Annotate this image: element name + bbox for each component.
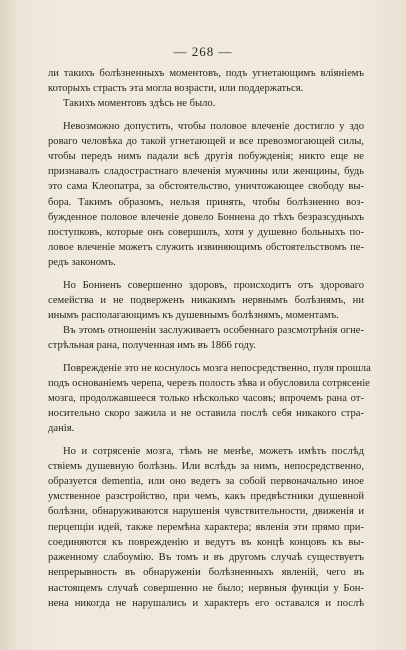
paragraph-gap: [48, 354, 364, 361]
page-body-text: [48, 66, 371, 611]
text-line: Но и сотрясеніе мозга, тѣмъ не менѣе, можетъ имѣть послѣд: [63, 445, 364, 457]
text-line: мозга, продолжавшееся только нѣсколько часовъ; впрочемъ рана от-: [48, 393, 364, 405]
paragraph-gap: [48, 271, 364, 278]
text-line: подъ основаніемъ черепа, черезъ полость зѣва и обусловила сотрясеніе: [48, 377, 370, 389]
text-line: признавалъ сладострастнаго влеченія мужчины или женщины, будь: [48, 166, 364, 178]
text-line: ловое влеченіе можетъ служить извиняющимъ обстоятельствомъ пе-: [48, 242, 364, 254]
text-line: нена никогда не нарушались и характеръ его оставался и послѣ: [48, 597, 364, 609]
text-line: данія.: [48, 423, 75, 435]
text-line: непрерывность въ обнаруженіи болѣзненныхъ явленій, чего въ: [48, 567, 364, 579]
text-line: семейства и не подверженъ никакимъ нервнымъ болѣзнямъ, ни: [48, 294, 364, 306]
text-line: Но Бонненъ совершенно здоровъ, происходитъ отъ здороваго: [63, 279, 364, 291]
text-line: умственное разстройство, при чемъ, какъ предвѣстники душевной: [48, 491, 364, 503]
page-number: — 268 —: [173, 44, 233, 59]
text-line: раженному слабоумію. Въ томъ и въ другомъ случаѣ существуетъ: [48, 552, 364, 564]
text-line: инымъ располагающимъ къ душевнымъ болѣзнямъ, моментамъ.: [48, 310, 339, 322]
text-line: Поврежденіе это не коснулось мозга непосредственно, пуля прошла: [63, 362, 371, 374]
text-line: бужденное половое влеченіе довело Боннена до тѣхъ безразсудныхъ: [48, 211, 364, 223]
text-line: болѣзни, обнаруживаются нарушенія чувствительности, движенія и: [48, 506, 364, 518]
text-line: носительно скоро зажила и не оставила послѣ себя никакого стра-: [48, 408, 364, 420]
text-line: ствіемъ душевную болѣзнь. Или вслѣдъ за нимъ, непосредственно,: [48, 460, 364, 472]
paragraph-gap: [48, 437, 364, 444]
paragraph-gap: [48, 112, 364, 119]
text-line: поступковъ, которые онъ совершилъ, хотя у душевно больныхъ по-: [48, 227, 364, 239]
text-line: стрѣльная рана, полученная имъ въ 1866 году.: [48, 340, 256, 352]
text-line: Невозможно допустить, чтобы половое влеченіе достигло у здо: [63, 120, 364, 132]
text-line: соединяются къ поврежденію и ведутъ въ концѣ концовъ къ вы-: [48, 536, 364, 548]
text-line: редъ закономъ.: [48, 257, 116, 269]
text-line: роваго человѣка до такой угнетающей и все превозмогающей силы,: [48, 135, 364, 147]
text-line: которыхъ страсть эта могла возрасти, или поддержаться.: [48, 83, 304, 95]
text-line: это сама Клеопатра, за обстоятельство, уничтожающее свободу вы-: [48, 181, 364, 193]
text-line: образуется dementia, или оно ведетъ за собой первоначально иное: [48, 476, 364, 488]
text-line: Въ этомъ отношеніи заслуживаетъ особеннаго разсмотрѣнія огне-: [63, 325, 364, 337]
text-line: бора. Такимъ образомъ, нельзя принять, чтобы болѣзненно воз-: [48, 196, 364, 208]
text-line: ли такихъ болѣзненныхъ моментовъ, подъ угнетающимъ вліяніемъ: [48, 68, 364, 79]
text-line: Такихъ моментовъ здѣсь не было.: [63, 98, 216, 110]
text-line: чтобы передъ нимъ падали всѣ другія побужденія; никто еще не: [48, 151, 364, 163]
text-line: настоящемъ случаѣ совершенно не было; нервныя функціи у Бон-: [48, 582, 364, 594]
text-line: перцепціи идей, также перемѣна характера; явленія эти прямо при-: [48, 521, 364, 533]
